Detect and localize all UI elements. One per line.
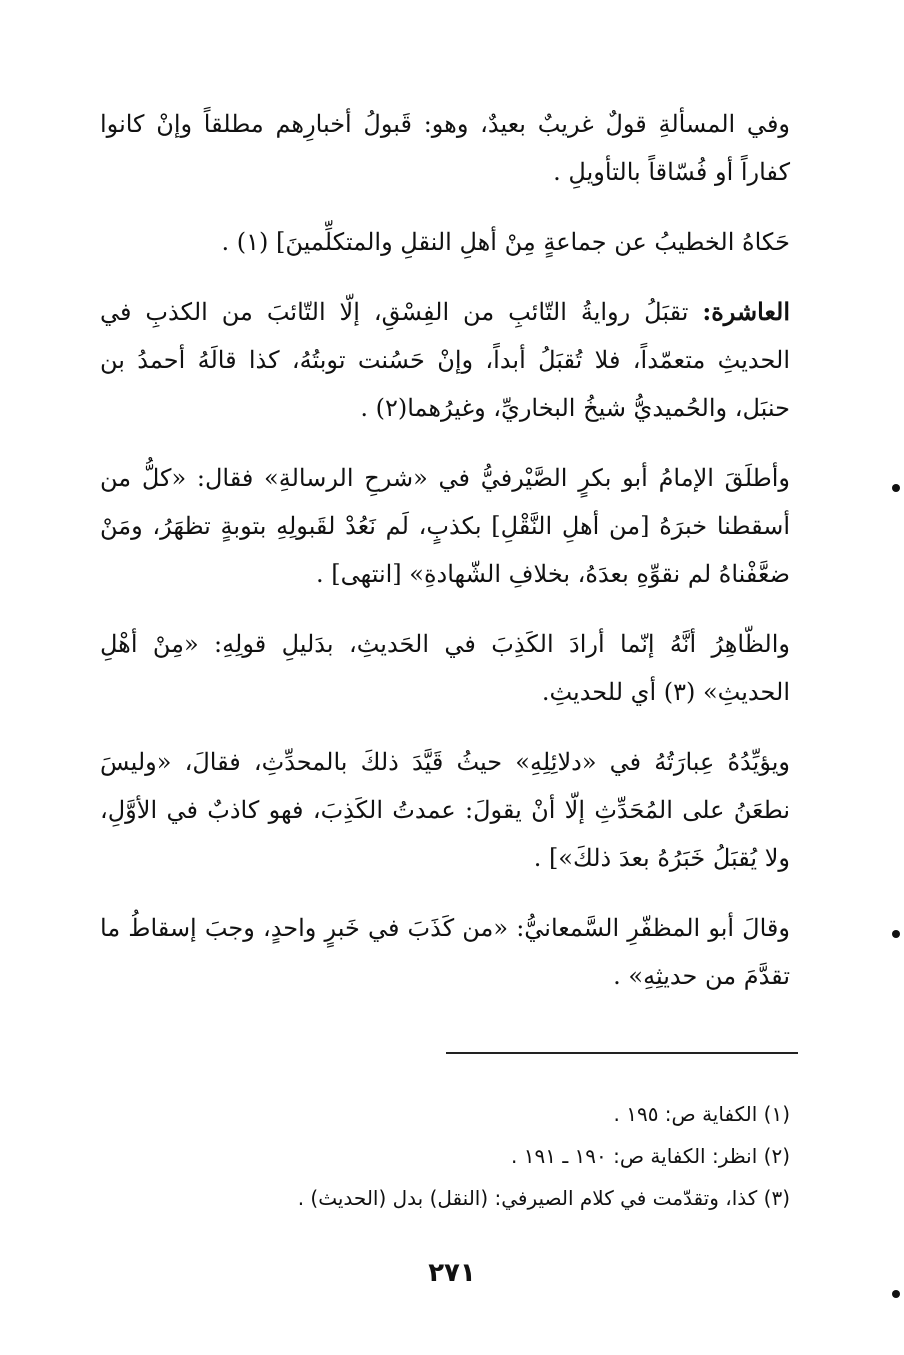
paragraph-6: ويؤيِّدُهُ عِبارَتُهُ في «دلائِلِهِ» حيثُ قَيَّدَ ذلكَ بالمحدِّثِ، فقالَ، «وليسَ نطعَنُ على المُحَدِّثِ إلّا أنْ يقولَ: عمدتُ الكَذِبَ، فهو كاذبٌ في الأوَّلِ، ولا يُقبَلُ خَبَرُهُ بعدَ ذلكَ»] .: [100, 748, 790, 872]
paragraph-3-text: تقبَلُ روايةُ التّائبِ من الفِسْقِ، إلّا التّائبَ من الكذبِ في الحديثِ متعمّداً، فلا تُقبَلُ أبداً، وإنْ حَسُنت توبتُهُ، كذا قالَهُ أحمدُ بن حنبَل، والحُميديُّ شيخُ البخاريِّ، وغيرُهما(٢) .: [100, 298, 790, 422]
footnote-1: (١) الكفاية ص: ١٩٥ .: [613, 1102, 790, 1126]
margin-mark: [892, 484, 900, 492]
page-number: ٢٧١: [428, 1258, 476, 1288]
footnote-separator: [446, 1052, 798, 1054]
footnotes: [100, 1093, 790, 1219]
paragraph-1: وفي المسألةِ قولٌ غريبٌ بعيدٌ، وهو: قَبولُ أخبارِهم مطلقاً وإنْ كانوا كفاراً أو فُسّاقاً بالتأويلِ .: [100, 110, 791, 186]
paragraph-4: وأطلَقَ الإمامُ أبو بكرٍ الصَّيْرفيُّ في «شرحِ الرسالةِ» فقال: «كلُّ من أسقطنا خبرَهُ [من أهلِ النَّقْلِ] بكذبٍ، لَم نَعُدْ لقَبولِهِ بتوبةٍ تظهَرُ، ومَنْ ضعَّفْناهُ لم نقوِّهِ بعدَهُ، بخلافِ الشّهادةِ» [انتهى] .: [100, 464, 790, 588]
paragraph-2: حَكاهُ الخطيبُ عن جماعةٍ مِنْ أهلِ النقلِ والمتكلِّمينَ] (١) .: [221, 228, 790, 256]
paragraph-5: والظّاهِرُ أنَّهُ إنّما أرادَ الكَذِبَ في الحَديثِ، بدَليلِ قولِهِ: «مِنْ أهْلِ الحديثِ» (٣) أي للحديثِ.: [100, 630, 790, 706]
margin-mark: [892, 930, 900, 938]
footnote-2: (٢) انظر: الكفاية ص: ١٩٠ ـ ١٩١ .: [511, 1144, 790, 1168]
main-text: [100, 100, 790, 1022]
paragraph-7: وقالَ أبو المظفّرِ السَّمعانيُّ: «من كَذَبَ في خَبرٍ واحدٍ، وجبَ إسقاطُ ما تقدَّمَ من حديثِهِ» .: [100, 914, 790, 990]
margin-mark: [892, 1290, 900, 1298]
footnote-3: (٣) كذا، وتقدّمت في كلام الصيرفي: (النقل) بدل (الحديث) .: [297, 1186, 790, 1210]
paragraph-3: [100, 288, 790, 432]
paragraph-3-lead: العاشرة:: [702, 297, 790, 326]
